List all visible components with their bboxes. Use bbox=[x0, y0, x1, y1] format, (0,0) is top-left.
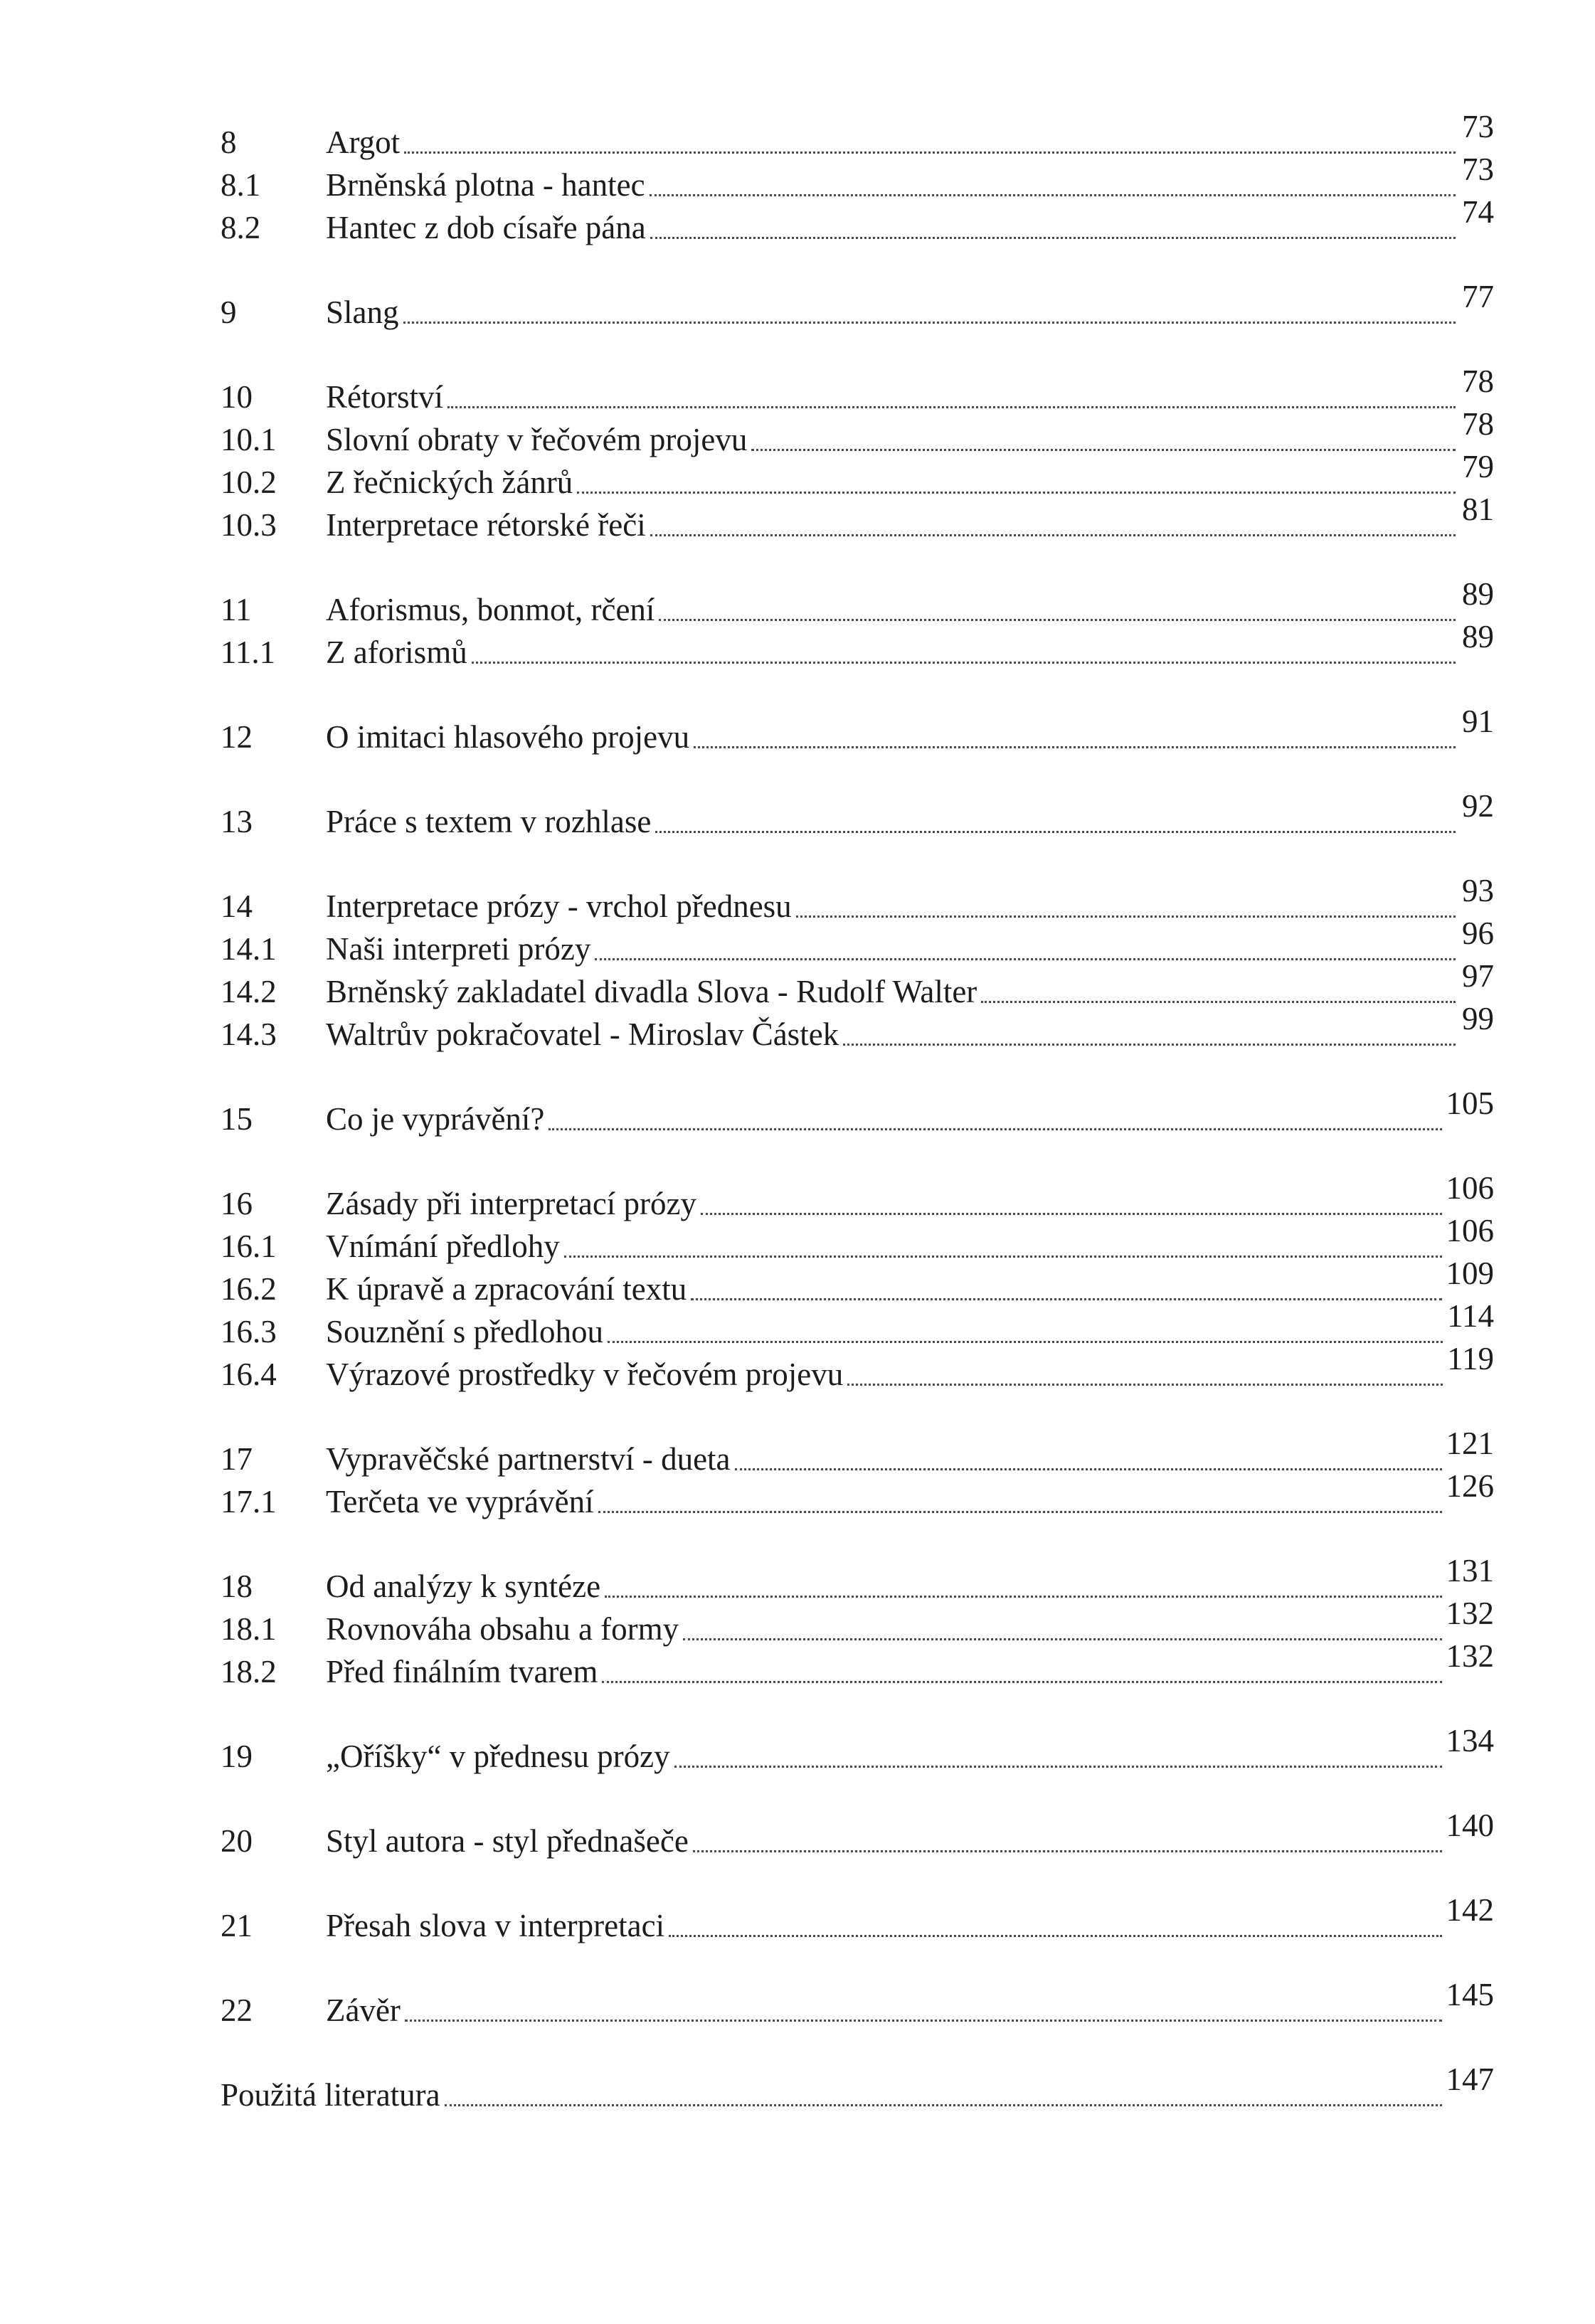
toc-entry-title: Terčeta ve vyprávění bbox=[326, 1484, 594, 1519]
toc-entry-title: Vnímání předlohy bbox=[326, 1229, 560, 1264]
toc-entry-page-number: 96 bbox=[1462, 916, 1494, 951]
toc-entry-number: 9 bbox=[221, 295, 237, 330]
toc-entry[interactable] bbox=[221, 1977, 1494, 2032]
toc-entry-number: 10.1 bbox=[221, 422, 277, 457]
toc-entry-page-number: 73 bbox=[1462, 152, 1494, 187]
toc-entry-page-number: 89 bbox=[1462, 576, 1494, 612]
toc-entry-title: Od analýzy k syntéze bbox=[326, 1569, 601, 1604]
toc-entry-page-number: 73 bbox=[1462, 109, 1494, 144]
toc-entry[interactable] bbox=[221, 1256, 1494, 1310]
toc-entry-title: Přesah slova v interpretaci bbox=[326, 1908, 665, 1943]
dot-leader bbox=[691, 1298, 1441, 1300]
toc-entry-title: Brněnská plotna - hantec bbox=[326, 167, 645, 203]
dot-leader bbox=[650, 194, 1456, 196]
dot-leader bbox=[549, 1128, 1441, 1130]
dot-leader bbox=[674, 1766, 1442, 1768]
toc-entry[interactable] bbox=[221, 1086, 1494, 1140]
toc-entry-title: Slovní obraty v řečovém projevu bbox=[326, 422, 748, 457]
toc-entry-page-number: 132 bbox=[1446, 1638, 1494, 1674]
dot-leader bbox=[650, 237, 1456, 239]
toc-entry-number: 10.2 bbox=[221, 465, 277, 500]
toc-section bbox=[221, 1170, 1494, 1396]
toc-entry[interactable] bbox=[221, 704, 1494, 758]
toc-section bbox=[221, 109, 1494, 249]
toc-entry-page-number: 145 bbox=[1446, 1977, 1494, 2012]
toc-entry-page-number: 78 bbox=[1462, 364, 1494, 399]
toc-entry-title: Interpretace rétorské řeči bbox=[326, 507, 646, 543]
toc-entry[interactable] bbox=[221, 194, 1494, 249]
toc-entry-page-number: 78 bbox=[1462, 406, 1494, 442]
toc-entry[interactable] bbox=[221, 1213, 1494, 1268]
toc-entry-number: 14 bbox=[221, 888, 253, 924]
toc-entry[interactable] bbox=[221, 1723, 1494, 1778]
toc-section bbox=[221, 1892, 1494, 1947]
toc-entry-number: 16.3 bbox=[221, 1314, 277, 1349]
dot-leader bbox=[608, 1341, 1443, 1343]
toc-entry-page-number: 92 bbox=[1462, 788, 1494, 824]
toc-entry[interactable] bbox=[221, 1298, 1494, 1353]
toc-entry-number: 8.1 bbox=[221, 167, 261, 203]
toc-entry[interactable] bbox=[221, 1808, 1494, 1862]
toc-section bbox=[221, 1553, 1494, 1693]
toc-entry-page-number: 89 bbox=[1462, 619, 1494, 654]
toc-entry-page-number: 105 bbox=[1446, 1086, 1494, 1121]
toc-section bbox=[221, 1723, 1494, 1778]
toc-entry[interactable] bbox=[221, 2062, 1494, 2116]
toc-entry-page-number: 77 bbox=[1462, 279, 1494, 314]
toc-entry-number: 21 bbox=[221, 1908, 253, 1943]
toc-entry[interactable] bbox=[221, 492, 1494, 546]
dot-leader bbox=[693, 1850, 1442, 1852]
toc-entry-title: Slang bbox=[326, 295, 399, 330]
toc-entry-page-number: 81 bbox=[1462, 492, 1494, 527]
toc-entry-page-number: 147 bbox=[1446, 2062, 1494, 2097]
toc-entry-number: 19 bbox=[221, 1739, 253, 1774]
toc-section bbox=[221, 364, 1494, 546]
toc-entry-title: Souznění s předlohou bbox=[326, 1314, 603, 1349]
dot-leader bbox=[404, 152, 1456, 154]
toc-entry-title: Rovnováha obsahu a formy bbox=[326, 1611, 679, 1647]
toc-entry-number: 10.3 bbox=[221, 507, 277, 543]
toc-entry-title: Naši interpreti prózy bbox=[326, 931, 591, 967]
dot-leader bbox=[694, 746, 1456, 748]
dot-leader bbox=[847, 1384, 1443, 1386]
toc-entry-number: 14.1 bbox=[221, 931, 277, 967]
toc-section bbox=[221, 2062, 1494, 2116]
toc-entry[interactable] bbox=[221, 958, 1494, 1013]
toc-entry-number: 18 bbox=[221, 1569, 253, 1604]
toc-entry[interactable] bbox=[221, 788, 1494, 843]
toc-entry-title: Aforismus, bonmot, rčení bbox=[326, 592, 655, 627]
toc-entry[interactable] bbox=[221, 1596, 1494, 1650]
toc-entry[interactable] bbox=[221, 109, 1494, 164]
toc-entry-page-number: 114 bbox=[1447, 1298, 1494, 1334]
dot-leader bbox=[598, 1511, 1442, 1513]
toc-entry-page-number: 74 bbox=[1462, 194, 1494, 230]
toc-entry-title: Výrazové prostředky v řečovém projevu bbox=[326, 1357, 844, 1392]
toc-entry-number: 17 bbox=[221, 1441, 253, 1477]
dot-leader bbox=[701, 1213, 1441, 1215]
toc-entry-number: 8.2 bbox=[221, 210, 261, 245]
toc-entry-number: 12 bbox=[221, 719, 253, 755]
toc-entry-page-number: 99 bbox=[1462, 1001, 1494, 1036]
toc-entry-page-number: 109 bbox=[1446, 1256, 1494, 1291]
toc-entry-page-number: 119 bbox=[1447, 1341, 1494, 1376]
toc-entry-page-number: 131 bbox=[1446, 1553, 1494, 1588]
toc-entry-number: 18.2 bbox=[221, 1654, 277, 1689]
toc-entry-number: 16.4 bbox=[221, 1357, 277, 1392]
toc-entry-page-number: 106 bbox=[1446, 1213, 1494, 1248]
dot-leader bbox=[735, 1468, 1442, 1470]
toc-entry-number: 10 bbox=[221, 379, 253, 415]
toc-entry-title: Hantec z dob císaře pána bbox=[326, 210, 646, 245]
toc-entry[interactable] bbox=[221, 873, 1494, 928]
toc-entry-title: Použitá literatura bbox=[221, 2077, 440, 2113]
toc-entry[interactable] bbox=[221, 1892, 1494, 1947]
toc-entry-number: 14.3 bbox=[221, 1017, 277, 1052]
toc-section bbox=[221, 704, 1494, 758]
toc-entry-title: O imitaci hlasového projevu bbox=[326, 719, 690, 755]
toc-entry[interactable] bbox=[221, 1638, 1494, 1693]
toc-entry-title: K úpravě a zpracování textu bbox=[326, 1271, 687, 1307]
toc-entry-title: Styl autora - styl přednašeče bbox=[326, 1823, 689, 1859]
toc-section bbox=[221, 1808, 1494, 1862]
toc-entry[interactable] bbox=[221, 406, 1494, 461]
dot-leader bbox=[683, 1638, 1441, 1640]
dot-leader bbox=[655, 831, 1456, 833]
toc-section bbox=[221, 576, 1494, 674]
toc-entry-title: Waltrův pokračovatel - Miroslav Částek bbox=[326, 1017, 839, 1052]
toc-entry-number: 16 bbox=[221, 1186, 253, 1221]
dot-leader bbox=[659, 619, 1456, 621]
toc-entry[interactable] bbox=[221, 576, 1494, 631]
toc-entry-title: Interpretace prózy - vrchol přednesu bbox=[326, 888, 792, 924]
toc-entry-title: Zásady při interpretací prózy bbox=[326, 1186, 697, 1221]
toc-entry-title: Práce s textem v rozhlase bbox=[326, 804, 652, 839]
toc-entry[interactable] bbox=[221, 1341, 1494, 1396]
toc-entry-title: „Oříšky“ v přednesu prózy bbox=[326, 1739, 670, 1774]
toc-entry-page-number: 142 bbox=[1446, 1892, 1494, 1928]
dot-leader bbox=[605, 1596, 1441, 1598]
toc-entry-number: 17.1 bbox=[221, 1484, 277, 1519]
toc-section bbox=[221, 279, 1494, 334]
dot-leader bbox=[564, 1256, 1442, 1258]
toc-entry-page-number: 79 bbox=[1462, 449, 1494, 484]
toc-entry[interactable] bbox=[221, 1001, 1494, 1056]
toc-entry-title: Co je vyprávění? bbox=[326, 1101, 545, 1137]
table-of-contents bbox=[221, 109, 1494, 2158]
toc-entry-page-number: 126 bbox=[1446, 1468, 1494, 1504]
toc-entry[interactable] bbox=[221, 364, 1494, 418]
toc-section bbox=[221, 873, 1494, 1056]
toc-entry-number: 16.2 bbox=[221, 1271, 277, 1307]
dot-leader bbox=[669, 1935, 1441, 1937]
toc-entry-title: Závěr bbox=[326, 1993, 401, 2028]
toc-entry-title: Před finálním tvarem bbox=[326, 1654, 598, 1689]
dot-leader bbox=[796, 916, 1456, 918]
toc-entry-number: 18.1 bbox=[221, 1611, 277, 1647]
toc-entry-page-number: 91 bbox=[1462, 704, 1494, 739]
dot-leader bbox=[472, 662, 1456, 664]
toc-section bbox=[221, 1977, 1494, 2032]
toc-entry[interactable] bbox=[221, 152, 1494, 206]
toc-entry[interactable] bbox=[221, 916, 1494, 970]
toc-entry[interactable] bbox=[221, 1468, 1494, 1523]
toc-entry-page-number: 134 bbox=[1446, 1723, 1494, 1758]
dot-leader bbox=[843, 1044, 1456, 1046]
toc-section bbox=[221, 1086, 1494, 1140]
toc-entry-number: 20 bbox=[221, 1823, 253, 1859]
toc-entry[interactable] bbox=[221, 619, 1494, 674]
dot-leader bbox=[981, 1001, 1456, 1003]
toc-entry[interactable] bbox=[221, 1553, 1494, 1608]
toc-entry-page-number: 97 bbox=[1462, 958, 1494, 994]
toc-entry-title: Vypravěčské partnerství - dueta bbox=[326, 1441, 731, 1477]
toc-section bbox=[221, 788, 1494, 843]
toc-entry-page-number: 140 bbox=[1446, 1808, 1494, 1843]
dot-leader bbox=[403, 322, 1456, 324]
toc-entry-number: 11 bbox=[221, 592, 252, 627]
toc-entry-page-number: 121 bbox=[1446, 1426, 1494, 1461]
toc-entry-page-number: 132 bbox=[1446, 1596, 1494, 1631]
toc-entry-number: 14.2 bbox=[221, 974, 277, 1009]
toc-entry[interactable] bbox=[221, 279, 1494, 334]
dot-leader bbox=[595, 958, 1456, 960]
toc-entry-number: 16.1 bbox=[221, 1229, 277, 1264]
toc-entry-number: 8 bbox=[221, 124, 237, 160]
dot-leader bbox=[577, 492, 1456, 494]
dot-leader bbox=[751, 449, 1456, 451]
toc-entry-title: Argot bbox=[326, 124, 401, 160]
toc-entry-number: 15 bbox=[221, 1101, 253, 1137]
dot-leader bbox=[405, 2020, 1442, 2022]
toc-entry-title: Brněnský zakladatel divadla Slova - Rudolf Walter bbox=[326, 974, 977, 1009]
dot-leader bbox=[447, 406, 1456, 408]
toc-entry-number: 13 bbox=[221, 804, 253, 839]
toc-entry-number: 11.1 bbox=[221, 635, 276, 670]
toc-entry-title: Z aforismů bbox=[326, 635, 467, 670]
dot-leader bbox=[602, 1681, 1441, 1683]
toc-entry-number: 22 bbox=[221, 1993, 253, 2028]
toc-entry[interactable] bbox=[221, 449, 1494, 504]
toc-entry[interactable] bbox=[221, 1170, 1494, 1225]
dot-leader bbox=[650, 534, 1456, 536]
toc-entry-title: Rétorství bbox=[326, 379, 443, 415]
toc-entry-page-number: 106 bbox=[1446, 1170, 1494, 1206]
toc-section bbox=[221, 1426, 1494, 1523]
toc-entry[interactable] bbox=[221, 1426, 1494, 1480]
toc-entry-page-number: 93 bbox=[1462, 873, 1494, 908]
dot-leader bbox=[445, 2104, 1442, 2106]
toc-entry-title: Z řečnických žánrů bbox=[326, 465, 573, 500]
